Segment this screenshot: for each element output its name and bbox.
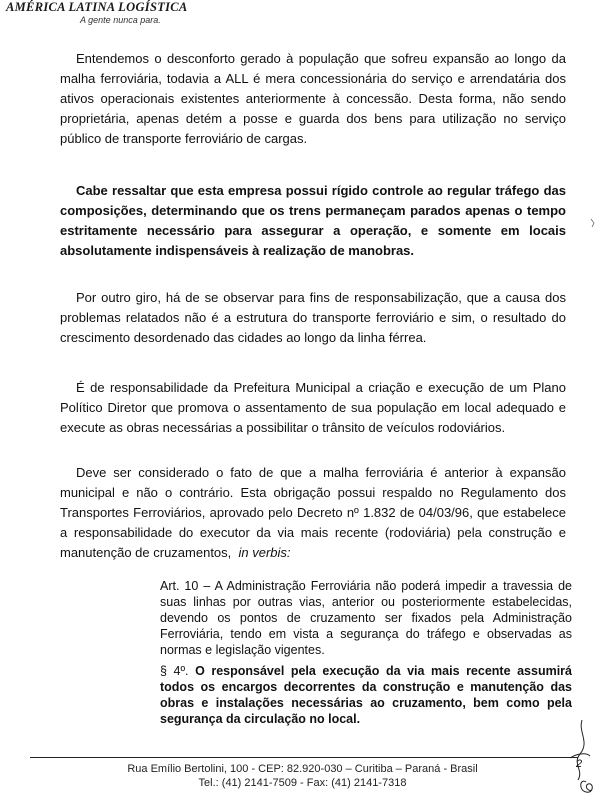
quoted-article: Art. 10 – A Administração Ferroviária não poderá impedir a travessia de suas linhas por outras vias, anterior ou posteriormente estabelecidas, devendo os pontos de cruzamento ser fixados pela Administração Ferroviária, tendo em vista a segurança do tráfego e observadas as normas e legislação vigentes. bbox=[160, 579, 572, 657]
company-tagline: A gente nunca para. bbox=[80, 15, 161, 25]
page-number: 2 bbox=[576, 758, 583, 770]
paragraph-5-text: Deve ser considerado o fato de que a malha ferroviária é anterior à expansão municipal e não o contrário. Esta obrigação possui respaldo no Regulamento dos Transportes Ferroviários, aprovado pelo Decreto nº 1.832 de 04/03/96, que estabelece a responsabilidade do executor da via mais recente (rodoviária) pela construção e manutenção de cruzamentos, bbox=[60, 465, 566, 560]
paragraph-5 bbox=[60, 463, 566, 563]
company-logo: AMÉRICA LATINA LOGÍSTICA bbox=[6, 0, 188, 14]
footer-phones: Tel.: (41) 2141-7509 - Fax: (41) 2141-7318 bbox=[198, 777, 407, 789]
footer-divider bbox=[30, 757, 578, 758]
paragraph-3: Por outro giro, há de se observar para fins de responsabilização, que a causa dos problemas relatados não é a estrutura do transporte ferroviário e sim, o resultado do crescimento desordenado das cidades ao longo da linha férrea. bbox=[60, 290, 566, 345]
quoted-section bbox=[160, 663, 572, 727]
footer-address: Rua Emílio Bertolini, 100 - CEP: 82.920-030 – Curitiba – Paraná - Brasil bbox=[127, 763, 478, 775]
paragraph-4: É de responsabilidade da Prefeitura Municipal a criação e execução de um Plano Político Diretor que promova o assentamento de sua população em local adequado e execute as obras necessárias a possibilitar o trânsito de veículos rodoviários. bbox=[60, 380, 566, 435]
section-text: O responsável pela execução da via mais recente assumirá todos os encargos decorrentes da construção e manutenção das obras e instalações necessárias ao cruzamento, bem como pela segurança da circulação no local. bbox=[160, 664, 572, 726]
paragraph-1: Entendemos o desconforto gerado à população que sofreu expansão ao longo da malha ferroviária, todavia a ALL é mera concessionária do serviço e arrendatária dos ativos operacionais existentes anteriormente à concessão. Desta forma, não sendo proprietária, apenas detém a posse e guarda dos bens para utilização no serviço público de transporte ferroviário de cargas. bbox=[60, 51, 566, 146]
section-mark: § 4º. bbox=[160, 664, 189, 678]
margin-mark-icon bbox=[590, 218, 596, 228]
paragraph-2: Cabe ressaltar que esta empresa possui rígido controle ao regular tráfego das composições, determinando que os trens permaneçam parados apenas o tempo estritamente necessário para assegurar a operação, e somente em locais absolutamente indispensáveis à realização de manobras. bbox=[60, 183, 566, 258]
in-verbis: in verbis: bbox=[238, 545, 291, 560]
